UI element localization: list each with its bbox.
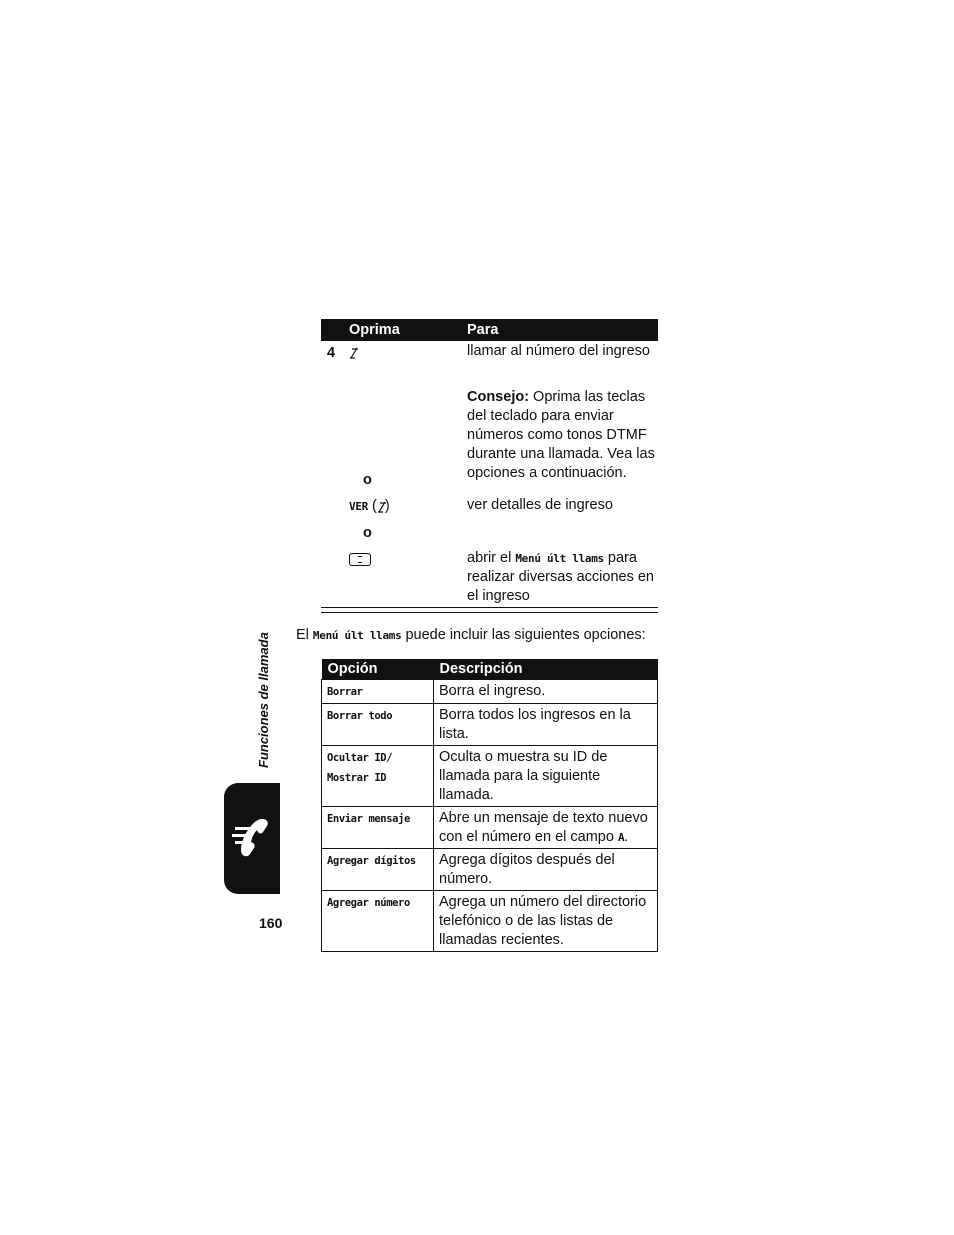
menu-key-icon <box>349 551 371 567</box>
table-row <box>322 746 658 807</box>
option-cell <box>322 704 434 746</box>
description-cell: Borra todos los ingresos en la lista. <box>434 704 658 746</box>
page-number: 160 <box>259 915 283 931</box>
desc-menu-pre: abrir el <box>467 550 516 566</box>
table-row <box>322 891 658 952</box>
header-to: Para <box>467 322 499 338</box>
desc-pre: Abre un mensaje de texto nuevo con el número en el campo <box>439 810 648 845</box>
key-action-table <box>321 319 658 604</box>
header-option: Opción <box>322 659 434 680</box>
ver-softkey-label: VER <box>349 500 368 513</box>
description-cell: Agrega un número del directorio telefónico o de las listas de llamadas recientes. <box>434 891 658 952</box>
options-table <box>321 659 658 952</box>
intro-pre: El <box>296 627 313 643</box>
option-label: Agregar dígitos <box>327 855 416 867</box>
option-label: Enviar mensaje <box>327 813 410 825</box>
header-description: Descripción <box>434 659 658 680</box>
description-cell: Oculta o muestra su ID de llamada para la siguiente llamada. <box>434 746 658 807</box>
option-label: Ocultar ID/ Mostrar ID <box>327 752 393 784</box>
or-separator: o <box>363 525 372 541</box>
option-label: Agregar número <box>327 897 410 909</box>
option-cell <box>322 807 434 849</box>
or-separator: o <box>363 472 372 488</box>
table-header <box>322 659 658 680</box>
description-cell: Borra el ingreso. <box>434 680 658 704</box>
desc-call: llamar al número del ingreso <box>467 343 650 359</box>
section-title: Funciones de llamada <box>256 632 271 768</box>
intro-menu-name: Menú últ llams <box>312 629 402 642</box>
table-end-rule <box>321 607 658 613</box>
desc-menu <box>467 549 655 606</box>
tip-text <box>467 388 655 483</box>
desc-ver: ver detalles de ingreso <box>467 497 613 513</box>
table-row <box>322 704 658 746</box>
ver-key: VER ( ) <box>349 498 390 514</box>
menu-name: Menú últ llams <box>515 552 604 565</box>
option-label: Borrar <box>327 686 363 698</box>
option-cell <box>322 849 434 891</box>
tip-label: Consejo: <box>467 389 530 405</box>
desc-post: . <box>624 829 629 845</box>
step-number: 4 <box>327 345 336 361</box>
section-tab <box>224 783 280 894</box>
option-label: Borrar todo <box>327 710 393 722</box>
table-header <box>321 319 658 341</box>
field-name: A <box>617 831 625 844</box>
table-row <box>322 807 658 849</box>
intro-post: puede incluir las siguientes opciones: <box>401 627 646 643</box>
desc-menu-post: para realizar diversas acciones en el ingreso <box>467 550 654 604</box>
description-cell: Agrega dígitos después del número. <box>434 849 658 891</box>
option-cell <box>322 680 434 704</box>
header-press: Oprima <box>349 322 400 338</box>
send-key-icon <box>349 344 357 360</box>
option-cell <box>322 891 434 952</box>
table-row <box>322 849 658 891</box>
option-cell <box>322 746 434 807</box>
description-cell <box>434 807 658 849</box>
intro-sentence <box>296 627 646 643</box>
tip-body: Oprima las teclas del teclado para enviar números como tonos DTMF durante una llamada. Vea las opciones a continuación. <box>467 389 655 481</box>
table-row <box>322 680 658 704</box>
